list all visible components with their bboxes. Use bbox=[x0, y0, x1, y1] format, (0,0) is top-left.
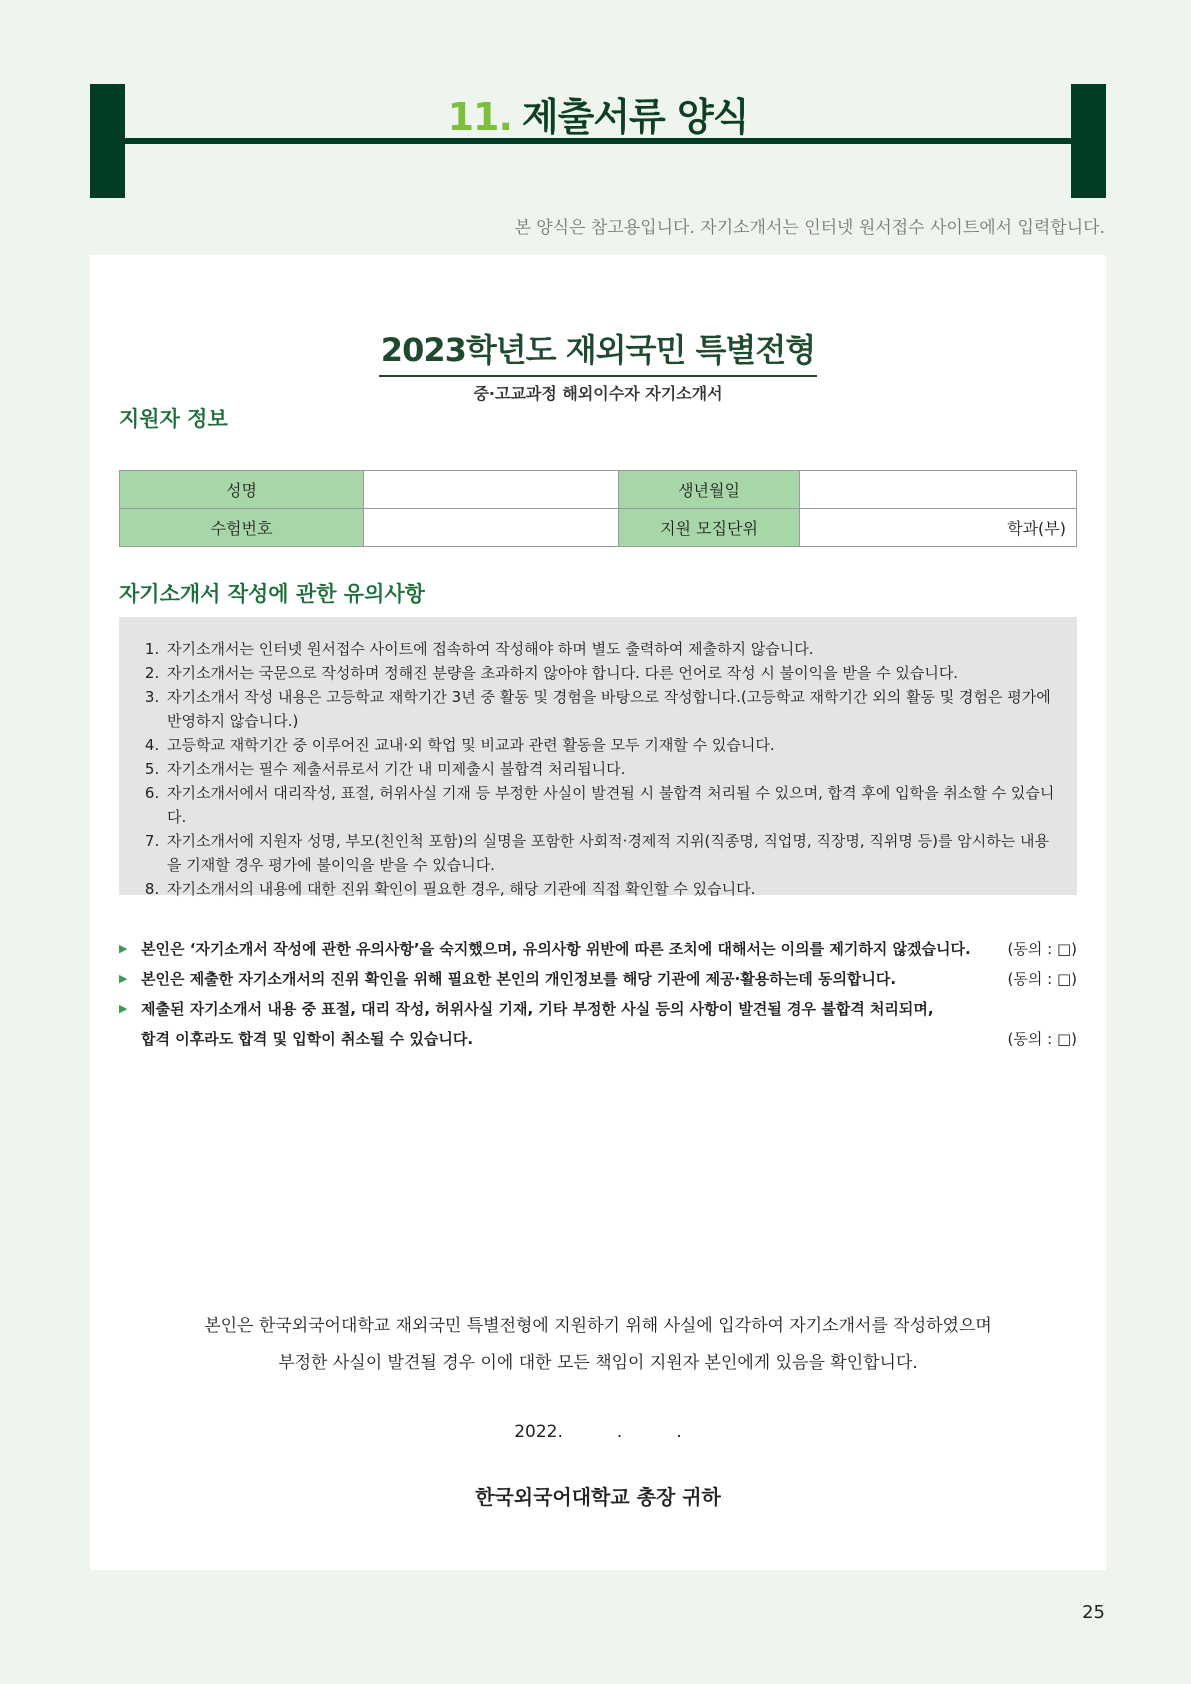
unit-suffix: 학과(부) bbox=[1007, 519, 1066, 538]
consent-checkbox[interactable]: (동의 : □) bbox=[1007, 1030, 1077, 1048]
triangle-bullet-icon: ▶ bbox=[119, 942, 128, 955]
date-line[interactable]: 2022. . . bbox=[514, 1422, 682, 1442]
list-item: 7. 자기소개서에 지원자 성명, 부모(친인척 포함)의 실명을 포함한 사회적·경제적 지위(직종명, 직업명, 직장명, 직위명 등)를 암시하는 내용을 기재할 경우 평가에 불이익을 받을 수 있습니다. bbox=[164, 829, 1055, 877]
list-item: 3. 자기소개서 작성 내용은 고등학교 재학기간 3년 중 활동 및 경험을 바탕으로 작성합니다.(고등학교 재학기간 외의 활동 및 경험은 평가에 반영하지 않습니다.) bbox=[164, 685, 1055, 733]
form-card bbox=[90, 255, 1106, 1570]
form-title-text: 2023학년도 재외국민 특별전형 bbox=[379, 331, 817, 377]
dob-label: 생년월일 bbox=[619, 471, 800, 509]
list-item: 8. 자기소개서의 내용에 대한 진위 확인이 필요한 경우, 해당 기관에 직접 확인할 수 있습니다. bbox=[164, 877, 1055, 901]
agreement-text: 본인은 제출한 자기소개서의 진위 확인을 위해 필요한 본인의 개인정보를 해당 기관에 제공·활용하는데 동의합니다. bbox=[141, 970, 897, 988]
consent-checkbox[interactable]: (동의 : □) bbox=[1007, 970, 1077, 988]
section-number: 11. bbox=[447, 95, 512, 139]
agreement-text: 본인은 ‘자기소개서 작성에 관한 유의사항’을 숙지했으며, 유의사항 위반에 따른 조치에 대해서는 이의를 제기하지 않겠습니다. bbox=[141, 940, 971, 958]
triangle-bullet-icon: ▶ bbox=[119, 1002, 128, 1015]
cautions-box bbox=[119, 617, 1077, 898]
list-item: 5. 자기소개서는 필수 제출서류로서 기간 내 미제출시 불합격 처리됩니다. bbox=[164, 757, 1055, 781]
reference-notice: 본 양식은 참고용입니다. 자기소개서는 인터넷 원서접수 사이트에서 입력합니다. bbox=[514, 218, 1105, 238]
list-item: 4. 고등학교 재학기간 중 이루어진 교내·외 학업 및 비교과 관련 활동을 모두 기재할 수 있습니다. bbox=[164, 733, 1055, 757]
closing-statement-line1: 본인은 한국외국어대학교 재외국민 특별전형에 지원하기 위해 사실에 입각하여 자기소개서를 작성하였으며 bbox=[204, 1316, 992, 1336]
applicant-section-title: 지원자 정보 bbox=[119, 407, 228, 431]
unit-field[interactable] bbox=[800, 509, 1077, 547]
dob-field[interactable] bbox=[800, 471, 1077, 509]
section-title bbox=[90, 86, 1106, 141]
applicant-info-table bbox=[119, 470, 1077, 547]
agreement-text: 제출된 자기소개서 내용 중 표절, 대리 작성, 허위사실 기재, 기타 부정한 사실 등의 사항이 발견될 경우 불합격 처리되며, bbox=[141, 1000, 934, 1018]
agreement-text: 합격 이후라도 합격 및 입학이 취소될 수 있습니다. bbox=[141, 1030, 474, 1048]
page-number: 25 bbox=[1082, 1602, 1105, 1623]
cautions-section-title: 자기소개서 작성에 관한 유의사항 bbox=[119, 582, 425, 606]
name-label: 성명 bbox=[120, 471, 364, 509]
list-item: 6. 자기소개서에서 대리작성, 표절, 허위사실 기재 등 부정한 사실이 발견될 시 불합격 처리될 수 있으며, 합격 후에 입학을 취소할 수 있습니다. bbox=[164, 781, 1055, 829]
form-title bbox=[90, 325, 1106, 371]
form-subtitle: 중·고교과정 해외이수자 자기소개서 bbox=[473, 384, 723, 403]
list-item: 1. 자기소개서는 인터넷 원서접수 사이트에 접속하여 작성해야 하며 별도 출력하여 제출하지 않습니다. bbox=[164, 637, 1055, 661]
triangle-bullet-icon: ▶ bbox=[119, 972, 128, 985]
unit-label: 지원 모집단위 bbox=[619, 509, 800, 547]
section-title-text: 제출서류 양식 bbox=[521, 95, 749, 139]
exam-number-label: 수험번호 bbox=[120, 509, 364, 547]
name-field[interactable] bbox=[364, 471, 619, 509]
consent-checkbox[interactable]: (동의 : □) bbox=[1007, 940, 1077, 958]
table-row bbox=[120, 471, 1077, 509]
list-item: 2. 자기소개서는 국문으로 작성하며 정해진 분량을 초과하지 않아야 합니다. 다른 언어로 작성 시 불이익을 받을 수 있습니다. bbox=[164, 661, 1055, 685]
section-header bbox=[90, 84, 1106, 200]
exam-number-field[interactable] bbox=[364, 509, 619, 547]
table-row bbox=[120, 509, 1077, 547]
closing-statement-line2: 부정한 사실이 발견될 경우 이에 대한 모든 책임이 지원자 본인에게 있음을 확인합니다. bbox=[278, 1353, 918, 1373]
recipient-line: 한국외국어대학교 총장 귀하 bbox=[475, 1485, 721, 1509]
cautions-list bbox=[119, 617, 1077, 901]
